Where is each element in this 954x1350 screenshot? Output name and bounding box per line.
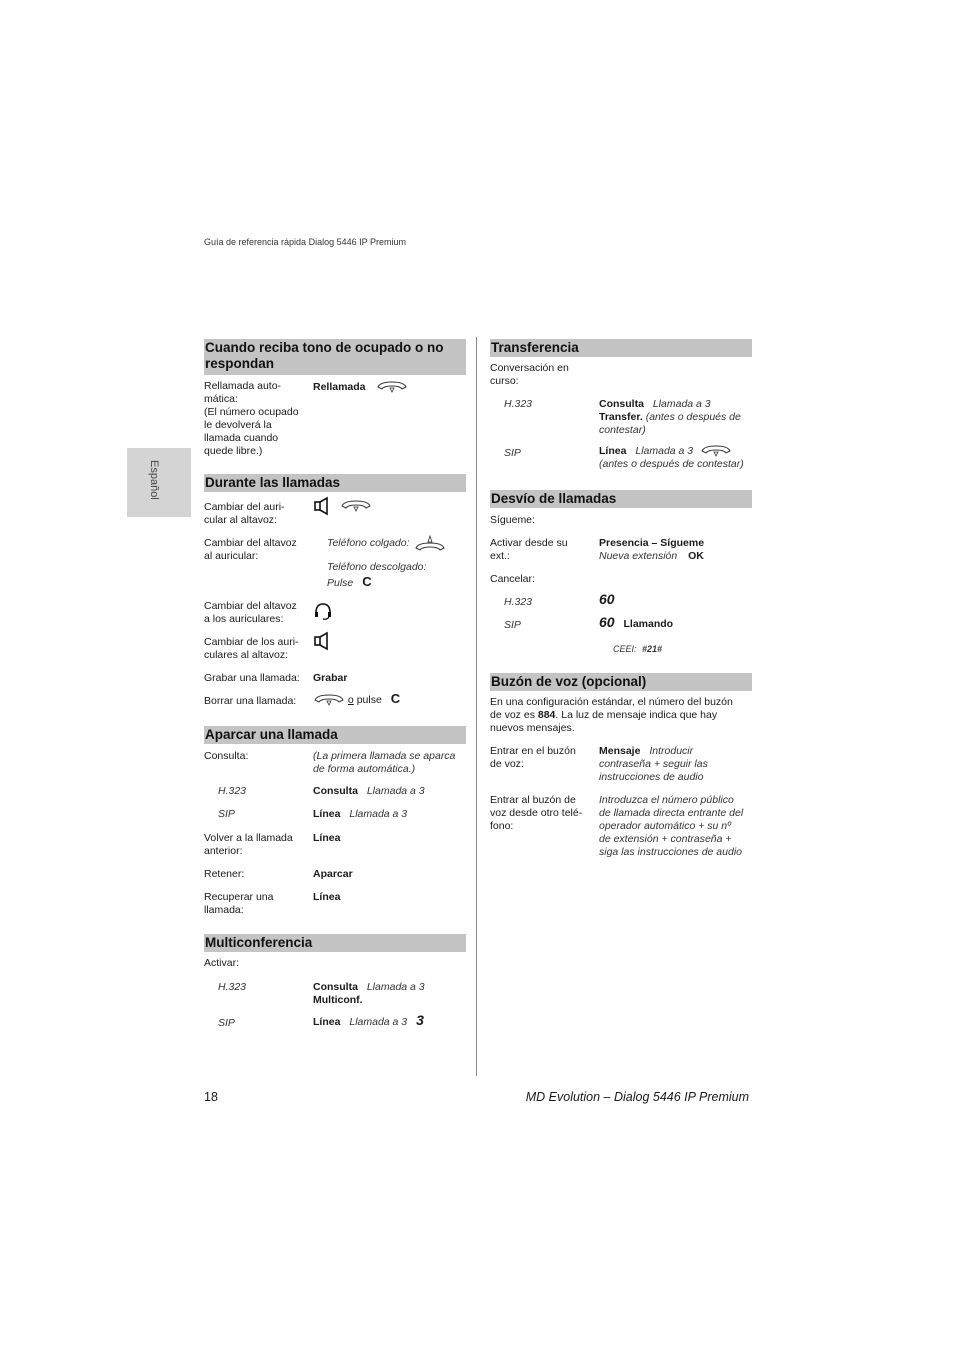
label-line: Cambiar de los auri- xyxy=(204,636,299,648)
back-label xyxy=(204,832,293,858)
sip-label: SIP xyxy=(218,1017,235,1029)
calling-key: Llamando xyxy=(623,618,674,630)
note-text: (antes o después de contestar) xyxy=(599,458,744,470)
label-line: llamada: xyxy=(204,904,244,916)
label-line: Entrar en el buzón xyxy=(490,745,576,757)
during-row-label xyxy=(204,501,285,527)
consult-key: Consulta xyxy=(313,785,358,797)
handset-icon xyxy=(313,694,348,706)
park-h323-action xyxy=(313,785,425,798)
note-line: (La primera llamada se aparca xyxy=(313,750,456,762)
language-tab xyxy=(127,448,191,517)
label-line: voz desde otro telé- xyxy=(490,807,583,819)
record-label: Grabar una llamada: xyxy=(204,672,300,684)
busy-note-line: quede libre.) xyxy=(204,445,263,457)
divert-sip-action xyxy=(599,616,673,631)
park-sip-action xyxy=(313,808,407,821)
call-text: Llamada a 3 xyxy=(366,785,425,797)
h323-label: H.323 xyxy=(218,785,247,797)
label-line: anterior: xyxy=(204,845,243,857)
label-line: Volver a la llamada xyxy=(204,832,293,844)
transfer-sip-action xyxy=(599,444,754,471)
consult-key: Consulta xyxy=(599,398,644,410)
new-ext-text: Nueva extensión xyxy=(599,550,678,562)
transfer-h323-action xyxy=(599,398,754,437)
during-row1-action xyxy=(313,496,372,516)
section-divert-title: Desvío de llamadas xyxy=(490,490,752,508)
conference-key: Multiconf. xyxy=(313,994,363,1006)
instruction-text: operador automático + su nº xyxy=(599,820,731,832)
cancel-label: Cancelar: xyxy=(490,573,535,585)
section-during-title: Durante las llamadas xyxy=(204,474,466,492)
handset-hook-icon xyxy=(414,537,446,549)
label-line: cular al altavoz: xyxy=(204,514,277,526)
headset-icon xyxy=(313,601,333,621)
clear-key: C xyxy=(362,574,372,589)
label-line: al auricular: xyxy=(204,550,259,562)
busy-note-line: le devolverá la xyxy=(204,419,272,431)
line-key: Línea xyxy=(313,891,341,903)
press-text: pulse xyxy=(356,694,382,706)
label-line: culares al altavoz: xyxy=(204,649,289,661)
busy-note-line: (El número ocupado xyxy=(204,406,299,418)
line-key: Línea xyxy=(313,832,341,844)
label-line: Cambiar del altavoz xyxy=(204,537,297,549)
ok-key: OK xyxy=(688,550,704,562)
ceei-code: #21# xyxy=(642,644,663,654)
during-row-label xyxy=(204,600,297,626)
onhook-text: Teléfono colgado: xyxy=(327,536,410,549)
label-line: Entrar al buzón de xyxy=(490,794,576,806)
offhook-text: Teléfono descolgado: xyxy=(327,561,427,573)
intro-line: nuevos mensajes. xyxy=(490,722,575,734)
footer-product: MD Evolution – Dialog 5446 IP Premium xyxy=(525,1090,749,1104)
instruction-text: Introduzca el número público xyxy=(599,794,734,806)
section-voicemail-title: Buzón de voz (opcional) xyxy=(490,673,752,691)
note-text: (antes o después de xyxy=(645,411,741,423)
during-row2-onhook xyxy=(327,534,446,552)
page-number: 18 xyxy=(204,1090,218,1104)
call-text: Llamada a 3 xyxy=(366,981,425,993)
speaker-icon xyxy=(313,631,331,651)
busy-action xyxy=(313,380,408,394)
intro-text: de voz es xyxy=(490,709,535,721)
enter-mailbox-action xyxy=(599,745,754,784)
intro-text: . La luz de mensaje indica que hay xyxy=(555,709,718,721)
delete-label: Borrar una llamada: xyxy=(204,695,297,707)
h323-label: H.323 xyxy=(504,596,533,608)
section-conference-title: Multiconferencia xyxy=(204,934,466,952)
label-line: Cambiar del altavoz xyxy=(204,600,297,612)
line-key: Línea xyxy=(599,444,627,457)
label-line: fono: xyxy=(490,820,514,832)
call-text: Llamada a 3 xyxy=(652,398,711,410)
h323-label: H.323 xyxy=(218,981,247,993)
voicemail-number: 884 xyxy=(537,709,556,721)
sip-label: SIP xyxy=(504,619,521,631)
consult-label: Consulta: xyxy=(204,750,249,762)
conf-sip-action xyxy=(313,1014,424,1029)
record-key: Grabar xyxy=(313,672,348,684)
instruction-text: instrucciones de audio xyxy=(599,771,704,783)
enter-mailbox-label xyxy=(490,745,576,771)
instruction-text: contraseña + seguir las xyxy=(599,758,708,770)
h323-label: H.323 xyxy=(504,398,533,410)
instruction-text: de extensión + contraseña + xyxy=(599,833,732,845)
or-text: o xyxy=(347,694,354,706)
speaker-icon xyxy=(313,500,334,512)
activate-ext-label xyxy=(490,537,568,563)
hold-label: Retener: xyxy=(204,868,245,880)
retrieve-label xyxy=(204,891,273,917)
consult-key: Consulta xyxy=(313,981,358,993)
call-text: Llamada a 3 xyxy=(349,808,408,820)
during-row-label xyxy=(204,537,297,563)
label-line: a los auriculares: xyxy=(204,613,284,625)
delete-action xyxy=(313,692,400,707)
press-text: Pulse xyxy=(327,577,354,589)
busy-label xyxy=(204,380,312,458)
ceei-label: CEEI: xyxy=(613,644,637,654)
section-park-title: Aparcar una llamada xyxy=(204,726,466,744)
label-line: de voz: xyxy=(490,758,524,770)
label-line: Recuperar una xyxy=(204,891,274,903)
redial-key: Rellamada xyxy=(313,380,366,393)
instruction-text: de llamada directa entrante del xyxy=(599,807,744,819)
busy-label-line: mática: xyxy=(204,393,238,405)
handset-icon xyxy=(340,500,372,512)
presence-key: Presencia – Sígueme xyxy=(599,537,705,549)
during-row-label xyxy=(204,636,299,662)
line-key: Línea xyxy=(313,808,341,820)
ceei-row xyxy=(613,643,662,656)
label-line: Activar desde su xyxy=(490,537,568,549)
handset-icon xyxy=(700,445,732,457)
label-line: ext.: xyxy=(490,550,510,562)
digit-key: 3 xyxy=(416,1012,424,1028)
other-phone-action xyxy=(599,794,754,859)
cancel-code: 60 xyxy=(599,614,615,630)
cancel-code: 60 xyxy=(599,591,615,607)
busy-note-line: llamada cuando xyxy=(204,432,279,444)
message-key: Mensaje xyxy=(599,745,641,757)
conf-h323-action xyxy=(313,981,425,1007)
label-line: curso: xyxy=(490,375,519,387)
instruction-text: Introducir xyxy=(649,745,694,757)
clear-key: C xyxy=(390,691,401,706)
call-text: Llamada a 3 xyxy=(635,444,694,457)
intro-line: En una configuración estándar, el número del buzón xyxy=(490,696,733,708)
label-line: Cambiar del auri- xyxy=(204,501,285,513)
note-line: de forma automática.) xyxy=(313,763,416,775)
language-label: Español xyxy=(148,460,160,500)
instruction-text: siga las instrucciones de audio xyxy=(599,846,743,858)
sip-label: SIP xyxy=(218,808,235,820)
transfer-key: Transfer. xyxy=(599,411,643,423)
other-phone-label xyxy=(490,794,582,833)
conversation-label xyxy=(490,362,569,388)
column-divider xyxy=(476,337,477,1076)
sip-label: SIP xyxy=(504,447,521,459)
guide-title: Guía de referencia rápida Dialog 5446 IP Premium xyxy=(204,237,406,247)
line-key: Línea xyxy=(313,1016,341,1028)
handset-icon xyxy=(376,381,408,393)
park-note xyxy=(313,750,455,776)
note-text: contestar) xyxy=(599,424,646,436)
park-key: Aparcar xyxy=(313,868,353,880)
section-busy-title: Cuando reciba tono de ocupado o no respondan xyxy=(204,339,466,375)
activate-label: Activar: xyxy=(204,957,240,969)
divert-activate-action xyxy=(599,537,704,563)
call-text: Llamada a 3 xyxy=(349,1016,408,1028)
label-line: Conversación en xyxy=(490,362,569,374)
follow-me-label: Sígueme: xyxy=(490,514,535,526)
voicemail-intro xyxy=(490,696,752,735)
busy-label-line: Rellamada auto- xyxy=(204,380,282,392)
during-row2-press xyxy=(327,575,372,590)
section-transfer-title: Transferencia xyxy=(490,339,752,357)
